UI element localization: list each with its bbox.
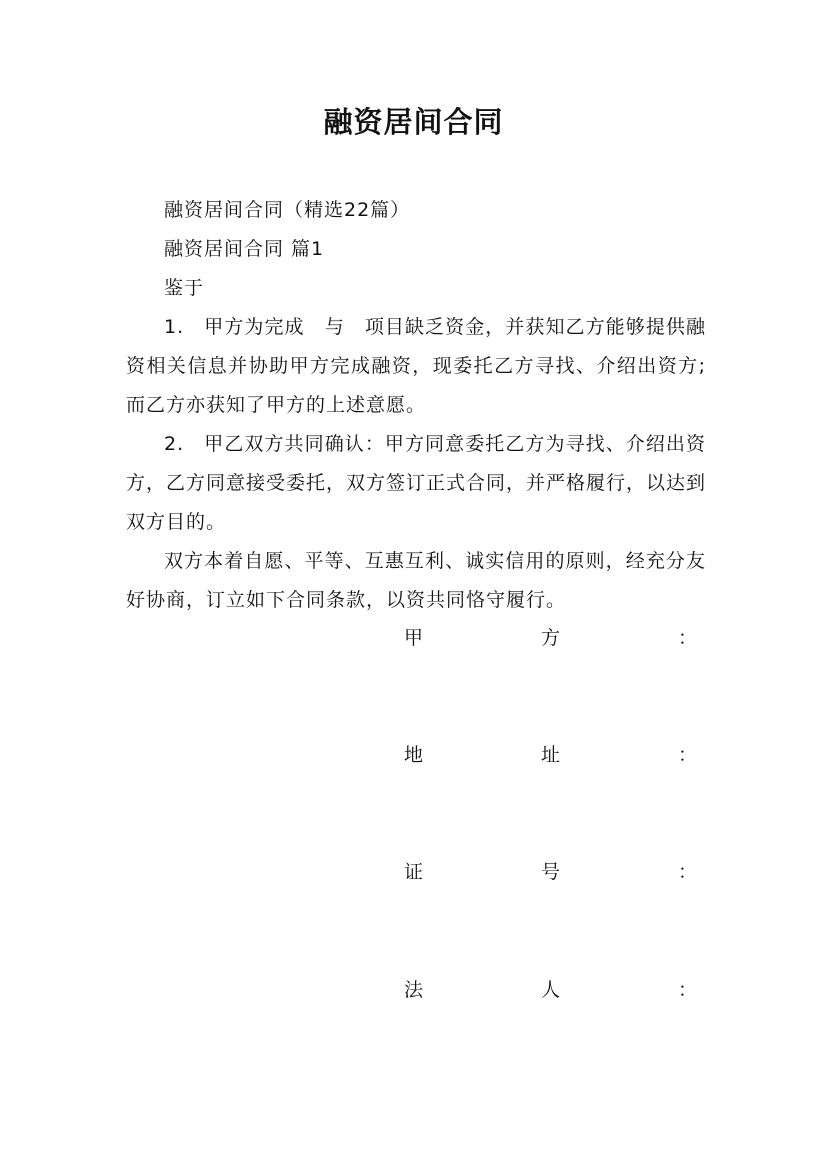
signature-label-char: 方: [541, 627, 561, 649]
signature-label-char: 法: [404, 979, 424, 1001]
signature-colon: ：: [678, 979, 698, 1001]
paragraph-subtitle: 融资居间合同（精选22篇）: [164, 199, 411, 221]
signature-label-char: 甲: [404, 627, 424, 649]
signature-colon: ：: [678, 861, 698, 883]
signature-label-char: 证: [404, 861, 424, 883]
signature-label-char: 人: [541, 979, 561, 1001]
paragraph-principles: 双方本着自愿、平等、互惠互利、诚实信用的原则，经充分友好协商，订立如下合同条款，以资共同恪守履行。: [126, 550, 706, 611]
paragraph-clause-1: 1. 甲方为完成 与 项目缺乏资金，并获知乙方能够提供融资相关信息并协助甲方完成融资，现委托乙方寻找、介绍出资方;而乙方亦获知了甲方的上述意愿。: [126, 316, 706, 416]
signature-colon: ：: [678, 744, 698, 766]
document-title: 融资居间合同: [323, 105, 504, 139]
paragraph-section-heading: 融资居间合同 篇1: [164, 238, 325, 260]
signature-label-char: 址: [541, 744, 561, 766]
signature-field-legal-rep: [404, 970, 698, 1010]
paragraph-clause-2: 2. 甲乙双方共同确认：甲方同意委托乙方为寻找、介绍出资方，乙方同意接受委托，双方签订正式合同，并严格履行，以达到双方目的。: [126, 433, 707, 533]
document-body: [126, 191, 706, 620]
signature-label-char: 号: [541, 861, 561, 883]
signature-field-id-number: [404, 852, 698, 892]
signature-label-char: 地: [404, 744, 424, 766]
signature-field-party-a: [404, 618, 698, 658]
signature-colon: ：: [678, 627, 698, 649]
signature-field-address: [404, 735, 698, 775]
paragraph-whereas: 鉴于: [164, 277, 205, 299]
